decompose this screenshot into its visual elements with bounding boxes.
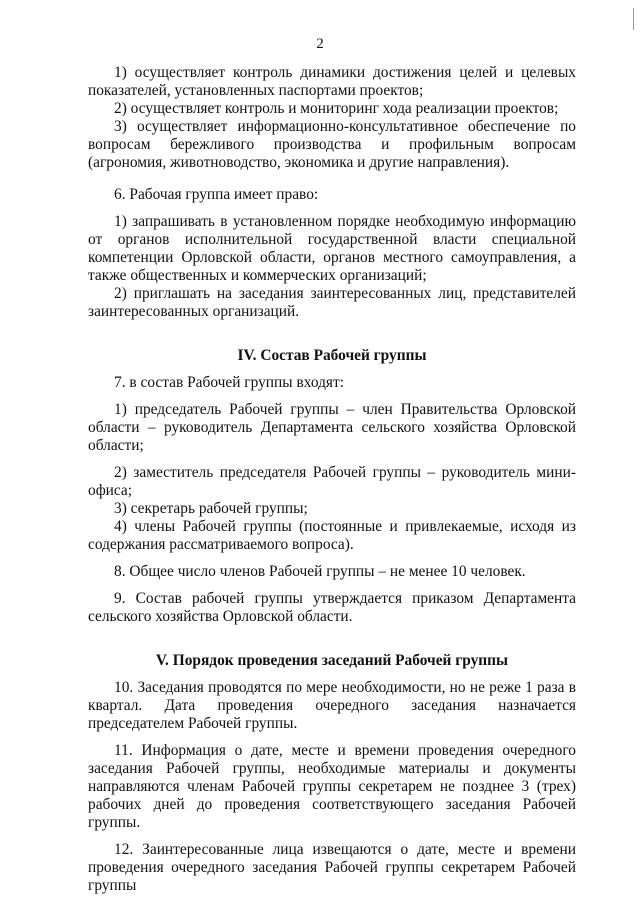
paragraph-8: 8. Общее число членов Рабочей группы – не менее 10 человек.	[114, 563, 526, 580]
paragraph-10: 10. Заседания проводятся по мере необходимости, но не реже 1 раза в квартал. Дата проведения очередного заседания назначается председателем Рабочей группы.	[88, 679, 576, 732]
page-number: 2	[316, 36, 324, 52]
paragraph-9: 9. Состав рабочей группы утверждается приказом Департамента сельского хозяйства Орловской области.	[88, 590, 576, 625]
paragraph-6-item-1: 1) запрашивать в установленном порядке необходимую информацию от органов исполнительной государственной власти специальной компетенции Орловской области, органов местного самоуправления, а также общественных и коммерческих организаций;	[88, 213, 576, 284]
section-heading-iv: IV. Состав Рабочей группы	[237, 347, 427, 364]
section-heading-v: V. Порядок проведения заседаний Рабочей группы	[155, 652, 509, 669]
section3-item-3: 3) осуществляет информационно-консультативное обеспечение по вопросам бережливого производства и профильным вопросам (агрономия, животноводство, экономика и другие направления).	[88, 118, 576, 171]
paragraph-6-item-2: 2) приглашать на заседания заинтересованных лиц, представителей заинтересованных организаций.	[88, 285, 576, 320]
paragraph-7-item-3: 3) секретарь рабочей группы;	[114, 500, 308, 517]
paragraph-7-item-4: 4) члены Рабочей группы (постоянные и привлекаемые, исходя из содержания рассматриваемого вопроса).	[88, 518, 576, 553]
section3-item-1: 1) осуществляет контроль динамики достижения целей и целевых показателей, установленных паспортами проектов;	[88, 64, 576, 99]
paragraph-7-intro: 7. в состав Рабочей группы входят:	[114, 374, 344, 391]
paragraph-11: 11. Информация о дате, месте и времени проведения очередного заседания Рабочей группы, необходимые материалы и документы направляются членам Рабочей группы секретарем не позднее 3 (трех) рабочих дней до проведения соответствующего заседания Рабочей группы.	[88, 742, 576, 831]
paragraph-6-intro: 6. Рабочая группа имеет право:	[114, 186, 319, 203]
paragraph-12: 12. Заинтересованные лица извещаются о дате, месте и времени проведения очередного заседания Рабочей группы секретарем Рабочей группы	[88, 841, 576, 894]
paragraph-7-item-1: 1) председатель Рабочей группы – член Правительства Орловской области – руководитель Департамента сельского хозяйства Орловской области;	[88, 401, 576, 454]
section3-item-2: 2) осуществляет контроль и мониторинг хода реализации проектов;	[114, 100, 559, 117]
paragraph-7-item-2: 2) заместитель председателя Рабочей группы – руководитель мини-офиса;	[88, 464, 576, 499]
scan-edge-mark	[633, 8, 634, 30]
document-body	[88, 64, 576, 895]
